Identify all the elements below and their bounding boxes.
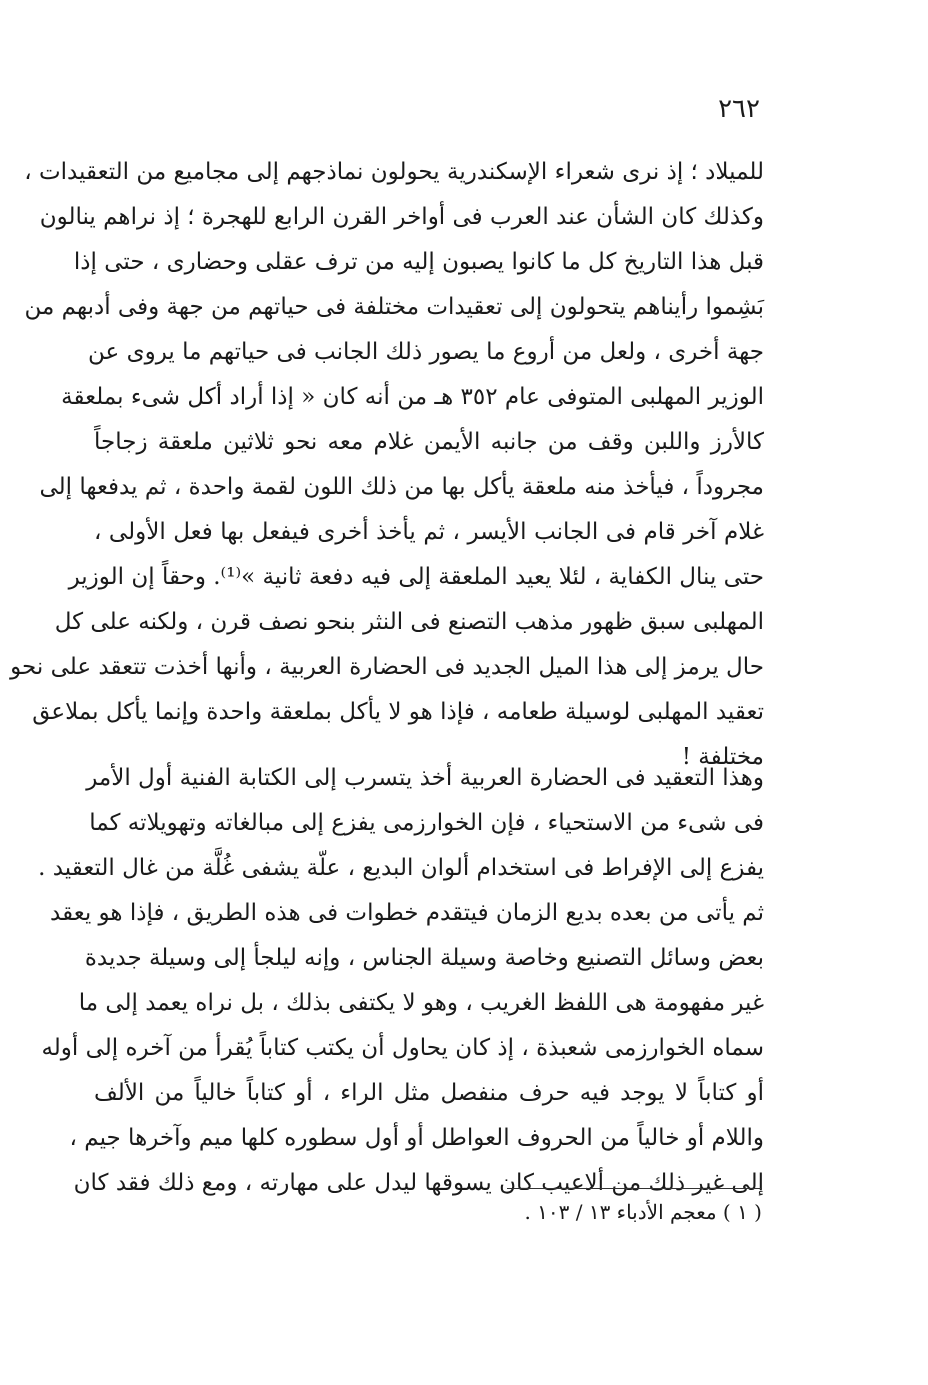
paragraph-1 [10,150,764,780]
text-line: قبل هذا التاريخ كل ما كانوا يصبون إليه من ترف عقلى وحضارى ، حتى إذا [73,249,764,275]
text-line: ثم يأتى من بعده بديع الزمان فيتقدم خطوات فى هذه الطريق ، فإذا هو يعقد [50,900,764,926]
text-line: حال يرمز إلى هذا الميل الجديد فى الحضارة العربية ، وأنها أخذت تتعقد على نحو [10,654,764,680]
text-line: المهلبى سبق ظهور مذهب التصنع فى النثر بنحو نصف قرن ، ولكنه على كل [54,609,764,635]
text-line: جهة أخرى ، ولعل من أروع ما يصور ذلك الجانب فى حياتهم ما يروى عن [88,339,764,365]
text-line: وهذا التعقيد فى الحضارة العربية أخذ يتسرب إلى الكتابة الفنية أول الأمر [86,765,764,791]
text-line: كالأرز واللبن وقف من جانبه الأيمن غلام معه نحو ثلاثين ملعقة زجاجاً [94,429,764,455]
paragraph-2 [38,756,764,1206]
text-line: بعض وسائل التصنيع وخاصة وسيلة الجناس ، وإنه ليلجأ إلى وسيلة جديدة [84,945,764,971]
text-line: بَشِموا رأيناهم يتحولون إلى تعقيدات مختلفة فى حياتهم من جهة وفى أدبهم من [24,294,764,320]
text-line: مجروداً ، فيأخذ منه ملعقة يأكل بها من ذلك اللون لقمة واحدة ، ثم يدفعها إلى [39,474,764,500]
text-line: يفزع إلى الإفراط فى استخدام ألوان البديع ، علّة يشفى غُلَّة من غال التعقيد . [38,855,764,881]
text-line: حتى ينال الكفاية ، لئلا يعيد الملعقة إلى فيه دفعة ثانية »⁽¹⁾. وحقاً إن الوزير [68,564,764,590]
text-line: أو كتاباً لا يوجد فيه حرف منفصل مثل الراء ، أو كتاباً خالياً من الألف [94,1080,764,1106]
text-line: الوزير المهلبى المتوفى عام ٣٥٢ هـ من أنه كان « إذا أراد أكل شىء بملعقة [61,384,764,410]
text-line: تعقيد المهلبى لوسيلة طعامه ، فإذا هو لا يأكل بملعقة واحدة وإنما يأكل بملاعق [32,699,764,725]
page-number: ٢٦٢ [718,94,760,124]
text-line: واللام أو خالياً من الحروف العواطل أو أول سطوره كلها ميم وآخرها جيم ، [69,1125,764,1151]
text-line: للميلاد ؛ إذ نرى شعراء الإسكندرية يحولون نماذجهم إلى مجاميع من التعقيدات ، [24,159,764,185]
text-line: فى شىء من الاستحياء ، فإن الخوارزمى يفزع إلى مبالغاته وتهويلاته كما [89,810,764,836]
text-line: إلى غير ذلك من ألاعيب كان يسوقها ليدل على مهارته ، ومع ذلك فقد كان [73,1170,764,1196]
text-line: غير مفهومة هى اللفظ الغريب ، وهو لا يكتفى بذلك ، بل نراه يعمد إلى ما [78,990,764,1016]
footnote: ( ١ ) معجم الأدباء ١٣ / ١٠٣ . [524,1200,762,1224]
text-line: مختلفة ! [681,744,764,770]
footnote-divider [507,1188,762,1189]
text-line: وكذلك كان الشأن عند العرب فى أواخر القرن الرابع للهجرة ؛ إذ نراهم ينالون [39,204,764,230]
text-line: غلام آخر قام فى الجانب الأيسر ، ثم يأخذ أخرى فيفعل بها فعل الأولى ، [94,519,764,545]
text-line: سماه الخوارزمى شعبذة ، إذ كان يحاول أن يكتب كتاباً يُقرأ من آخره إلى أوله [41,1035,764,1061]
